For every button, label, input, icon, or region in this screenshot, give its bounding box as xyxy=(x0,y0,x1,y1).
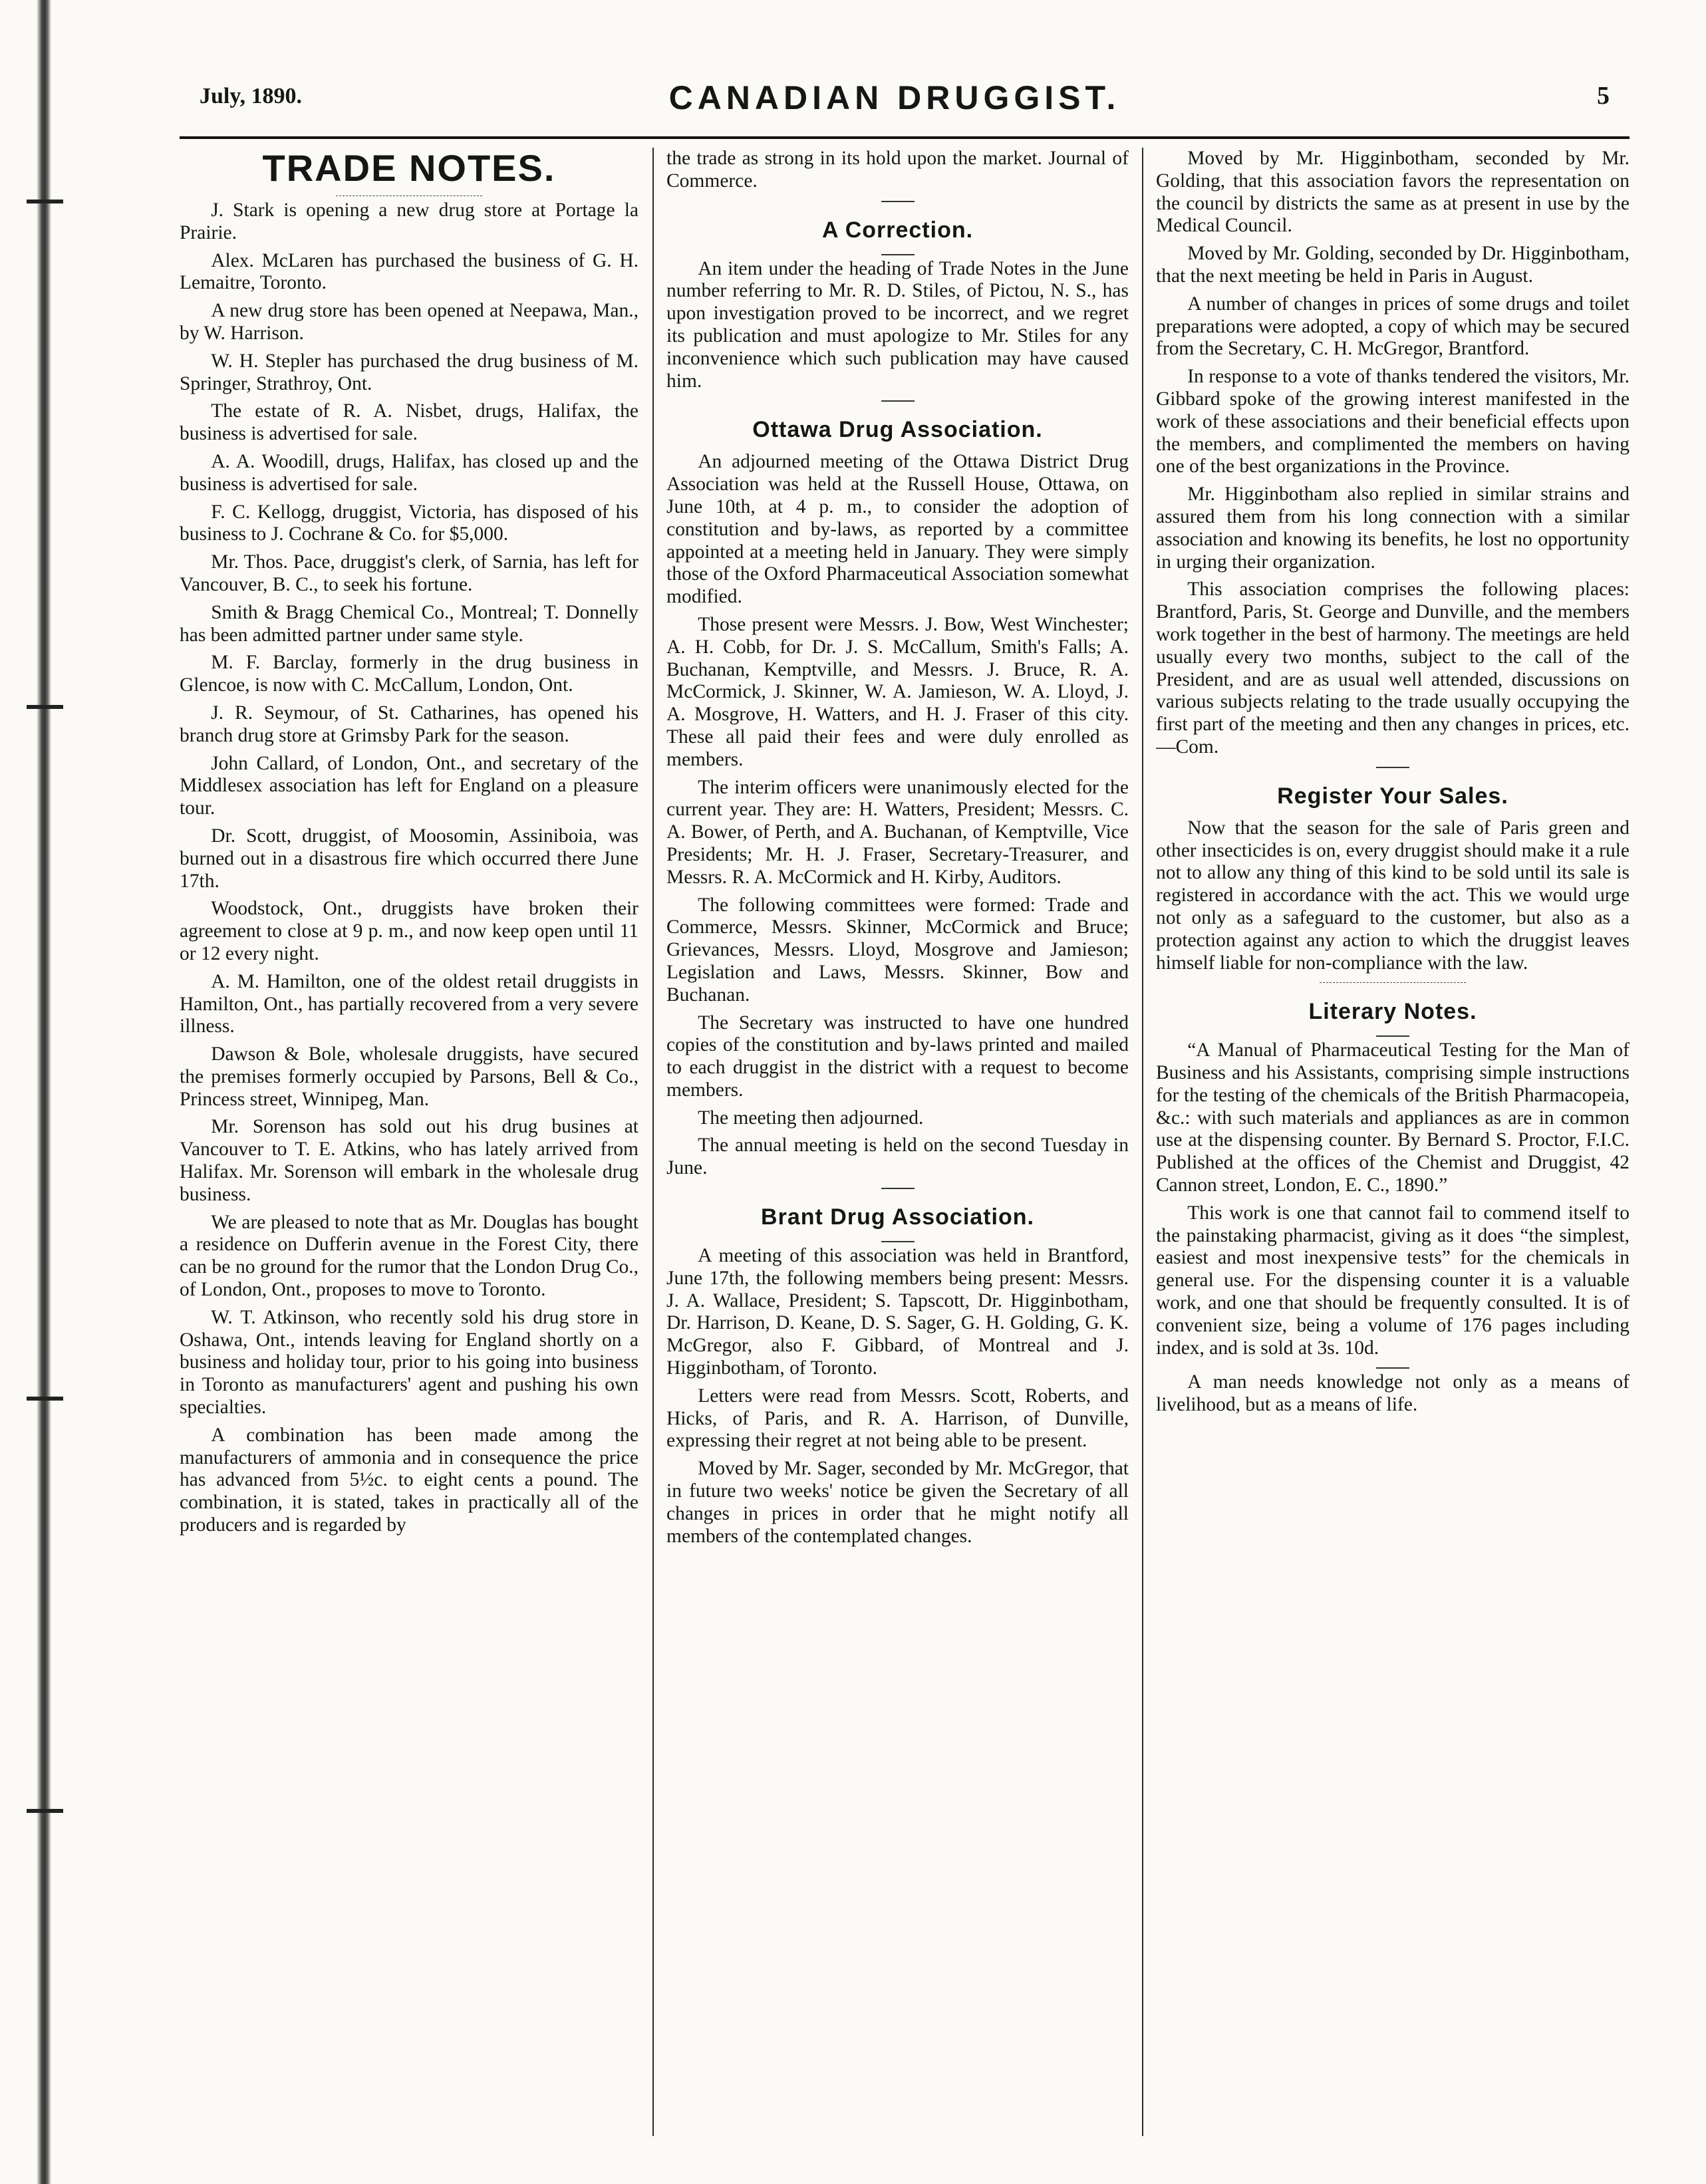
heading-ornament xyxy=(180,193,639,200)
correction-text: An item under the heading of Trade Notes in the June number referring to Mr. R. D. Stiles, of Pictou, N. S., has upon investigation proved to be incorrect, and we regret its publication and must apologize to Mr. Stiles for any inconvenience which such publication may have caused him. xyxy=(666,257,1129,392)
ottawa-paragraph: The Secretary was instructed to have one hundred copies of the constitution and by-laws printed and mailed to each druggist in the district with a request to become members. xyxy=(666,1012,1129,1101)
trade-note: Woodstock, Ont., druggists have broken their agreement to close at 9 p. m., and now keep open until 11 or 12 every night. xyxy=(180,898,639,964)
ottawa-paragraph: The annual meeting is held on the second Tuesday in June. xyxy=(666,1135,1129,1179)
section-divider xyxy=(1156,764,1630,771)
brant-paragraph: A number of changes in prices of some drugs and toilet preparations were adopted, a copy of which may be secured from the Secretary, C. H. McGregor, Brantford. xyxy=(1156,293,1630,360)
trade-note: A. M. Hamilton, one of the oldest retail druggists in Hamilton, Ont., has partially recovered from a very severe illness. xyxy=(180,970,639,1037)
ottawa-heading: Ottawa Drug Association. xyxy=(752,417,1043,443)
ottawa-paragraph: The following committees were formed: Trade and Commerce, Messrs. Skinner, McCormick and Bruce; Grievances, Messrs. Lloyd, Mosgrove and Jamieson; Legislation and Laws, Messrs. Skinner, Bow and Buchanan. xyxy=(666,894,1129,1006)
closing-quote: A man needs knowledge not only as a means of livelihood, but as a means of life. xyxy=(1156,1371,1630,1416)
continued-text: the trade as strong in its hold upon the market. Journal of Commerce. xyxy=(666,148,1129,192)
section-divider xyxy=(1156,1033,1630,1039)
register-heading: Register Your Sales. xyxy=(1277,783,1508,809)
trade-note: Dr. Scott, druggist, of Moosomin, Assiniboia, was burned out in a disastrous fire which occurred there June 17th. xyxy=(180,825,639,892)
trade-note: A. A. Woodill, drugs, Halifax, has closed up and the business is advertised for sale. xyxy=(180,450,639,495)
section-divider xyxy=(666,398,1129,404)
column-trade-notes xyxy=(180,148,639,2143)
ottawa-paragraph: Those present were Messrs. J. Bow, West Winchester; A. H. Cobb, for Dr. J. S. McCallum, Smith's Falls; A. Buchanan, Kemptville, and Messrs. J. Bruce, R. A. McCormick, J. Skinner, W. A. Jamieson, W. A. Lloyd, J. A. Mosgrove, H. Watters, and H. J. Fraser of this city. These all paid their fees and were duly enrolled as members. xyxy=(666,613,1129,770)
binding-mark xyxy=(27,200,63,204)
brant-paragraph: Moved by Mr. Higginbotham, seconded by Mr. Golding, that this association favors the representation on the council by districts the same as at present in use by the Medical Council. xyxy=(1156,148,1630,237)
trade-note: The estate of R. A. Nisbet, drugs, Halifax, the business is advertised for sale. xyxy=(180,400,639,445)
section-divider xyxy=(1156,980,1630,986)
page-number: 5 xyxy=(1597,82,1610,110)
trade-notes-heading: TRADE NOTES. xyxy=(262,148,556,189)
column-divider xyxy=(1142,148,1143,2136)
brant-paragraph: Letters were read from Messrs. Scott, Roberts, and Hicks, of Paris, and R. A. Harrison, of Dunville, expressing their regret at not being able to be present. xyxy=(666,1385,1129,1452)
column-associations xyxy=(666,148,1129,2143)
trade-note: We are pleased to note that as Mr. Douglas has bought a residence on Dufferin avenue in the Forest City, there can be no ground for the rumor that the London Drug Co., of London, Ont., proposes to move to Toronto. xyxy=(180,1211,639,1301)
section-divider xyxy=(666,1185,1129,1192)
register-text: Now that the season for the sale of Paris green and other insecticides is on, every druggist should make it a rule not to allow any thing of this kind to be sold until its sale is registered in accordance with the act. This we would urge not only as a safeguard to the customer, but also as a protection against any action to which the druggist leaves himself liable for non-compliance with the law. xyxy=(1156,817,1630,974)
trade-note: John Callard, of London, Ont., and secretary of the Middlesex association has left for England on a pleasure tour. xyxy=(180,752,639,819)
binding-mark xyxy=(27,1397,63,1401)
section-divider xyxy=(666,251,1129,258)
trade-note: J. Stark is opening a new drug store at Portage la Prairie. xyxy=(180,200,639,243)
correction-heading: A Correction. xyxy=(821,217,974,243)
publication-title: CANADIAN DRUGGIST. xyxy=(668,79,1121,116)
trade-note: W. T. Atkinson, who recently sold his drug store in Oshawa, Ont., intends leaving for England shortly on a business and holiday tour, prior to his going into business in Toronto as manufacturers' agent and pushing his own specialties. xyxy=(180,1306,639,1419)
trade-note: Mr. Thos. Pace, druggist's clerk, of Sarnia, has left for Vancouver, B. C., to seek his fortune. xyxy=(180,551,639,595)
ottawa-paragraph: The meeting then adjourned. xyxy=(698,1107,924,1129)
section-divider xyxy=(1156,1365,1630,1371)
trade-note: J. R. Seymour, of St. Catharines, has opened his branch drug store at Grimsby Park for the season. xyxy=(180,702,639,746)
brant-heading: Brant Drug Association. xyxy=(761,1204,1034,1230)
brant-paragraph: Moved by Mr. Golding, seconded by Dr. Higginbotham, that the next meeting be held in Paris in August. xyxy=(1156,243,1630,287)
trade-note: Dawson & Bole, wholesale druggists, have secured the premises formerly occupied by Parsons, Bell & Co., Princess street, Winnipeg, Man. xyxy=(180,1043,639,1110)
issue-date: July, 1890. xyxy=(200,84,302,108)
brant-paragraph: This association comprises the following places: Brantford, Paris, St. George and Dunville, and the members work together in the best of harmony. The meetings are held usually every two months, subject to the call of the President, and are as usual well attended, discussions on various subjects relating to the trade usually occupying the first part of the meeting and then any changes in prices, etc.—Com. xyxy=(1156,579,1630,757)
trade-note: Alex. McLaren has purchased the business of G. H. Lemaitre, Toronto. xyxy=(180,249,639,294)
page-header xyxy=(180,78,1610,125)
trade-note: Smith & Bragg Chemical Co., Montreal; T. Donnelly has been admitted partner under same style. xyxy=(180,601,639,646)
literary-heading: Literary Notes. xyxy=(1308,999,1477,1025)
column-divider xyxy=(652,148,654,2136)
brant-paragraph: Mr. Higginbotham also replied in similar strains and assured them from his long connection with a similar association and knowing its benefits, he lost no opportunity in urging their organization. xyxy=(1156,483,1630,573)
column-notes xyxy=(1156,148,1630,2143)
brant-paragraph: In response to a vote of thanks tendered the visitors, Mr. Gibbard spoke of the growing interest manifested in the work of these associations and their beneficial effects upon the members, and complimented the members on having one of the best organizations in the Province. xyxy=(1156,366,1630,478)
section-divider xyxy=(666,1238,1129,1245)
binding-mark xyxy=(27,1809,63,1813)
trade-note: Mr. Sorenson has sold out his drug busines at Vancouver to T. E. Atkins, who has lately arrived from Halifax. Mr. Sorenson will embark in the wholesale drug business. xyxy=(180,1116,639,1205)
trade-note: F. C. Kellogg, druggist, Victoria, has disposed of his business to J. Cochrane & Co. for $5,000. xyxy=(180,501,639,545)
page-binding-edge xyxy=(37,0,51,2184)
section-divider xyxy=(666,198,1129,205)
trade-note: M. F. Barclay, formerly in the drug business in Glencoe, is now with C. McCallum, London, Ont. xyxy=(180,652,639,696)
trade-note: W. H. Stepler has purchased the drug business of M. Springer, Strathroy, Ont. xyxy=(180,350,639,394)
ottawa-paragraph: An adjourned meeting of the Ottawa District Drug Association was held at the Russell House, Ottawa, on June 10th, at 4 p. m., to consider the adoption of constitution and by-laws, as reported by a committee appointed at a meeting held in January. They were simply those of the Oxford Pharmaceutical Association somewhat modified. xyxy=(666,451,1129,608)
literary-paragraph: “A Manual of Pharmaceutical Testing for the Man of Business and his Assistants, comprising simple instructions for the testing of the chemicals of the British Pharmacopeia, &c.: with such materials and appliances as are in common use at the dispensing counter. By Bernard S. Proctor, F.I.C. Published at the offices of the Chemist and Druggist, 42 Cannon street, London, E. C., 1890.” xyxy=(1156,1039,1630,1196)
binding-mark xyxy=(27,705,63,709)
literary-paragraph: This work is one that cannot fail to commend itself to the painstaking pharmacist, giving as it does “the simplest, easiest and most inexpensive tests” for the chemicals in general use. For the dispensing counter it is a valuable work, and one that should be frequently consulted. It is of convenient size, being a volume of 176 pages including index, and is sold at 3s. 10d. xyxy=(1156,1202,1630,1359)
trade-note: A combination has been made among the manufacturers of ammonia and in consequence the price has advanced from 5½c. to eight cents a pound. The combination, it is stated, takes in practically all of the producers and is regarded by xyxy=(180,1424,639,1536)
brant-paragraph: A meeting of this association was held in Brantford, June 17th, the following members being present: Messrs. J. A. Wallace, President; S. Tapscott, Dr. Higginbotham, Dr. Harrison, D. Keane, D. S. Sager, G. H. Golding, G. K. McGregor, also F. Gibbard, of Montreal and J. Higginbotham, of Toronto. xyxy=(666,1245,1129,1379)
ottawa-paragraph: The interim officers were unanimously elected for the current year. They are: H. Watters, President; Messrs. C. A. Bower, of Perth, and A. Buchanan, of Kemptville, Vice Presidents; Mr. H. J. Fraser, Secretary-Treasurer, and Messrs. R. A. McCormick and H. Kirby, Auditors. xyxy=(666,776,1129,888)
brant-paragraph: Moved by Mr. Sager, seconded by Mr. McGregor, that in future two weeks' notice be given the Secretary of all changes in prices in order that he might notify all members of the contemplated changes. xyxy=(666,1458,1129,1547)
trade-note: A new drug store has been opened at Neepawa, Man., by W. Harrison. xyxy=(180,300,639,344)
header-rule xyxy=(180,136,1630,139)
